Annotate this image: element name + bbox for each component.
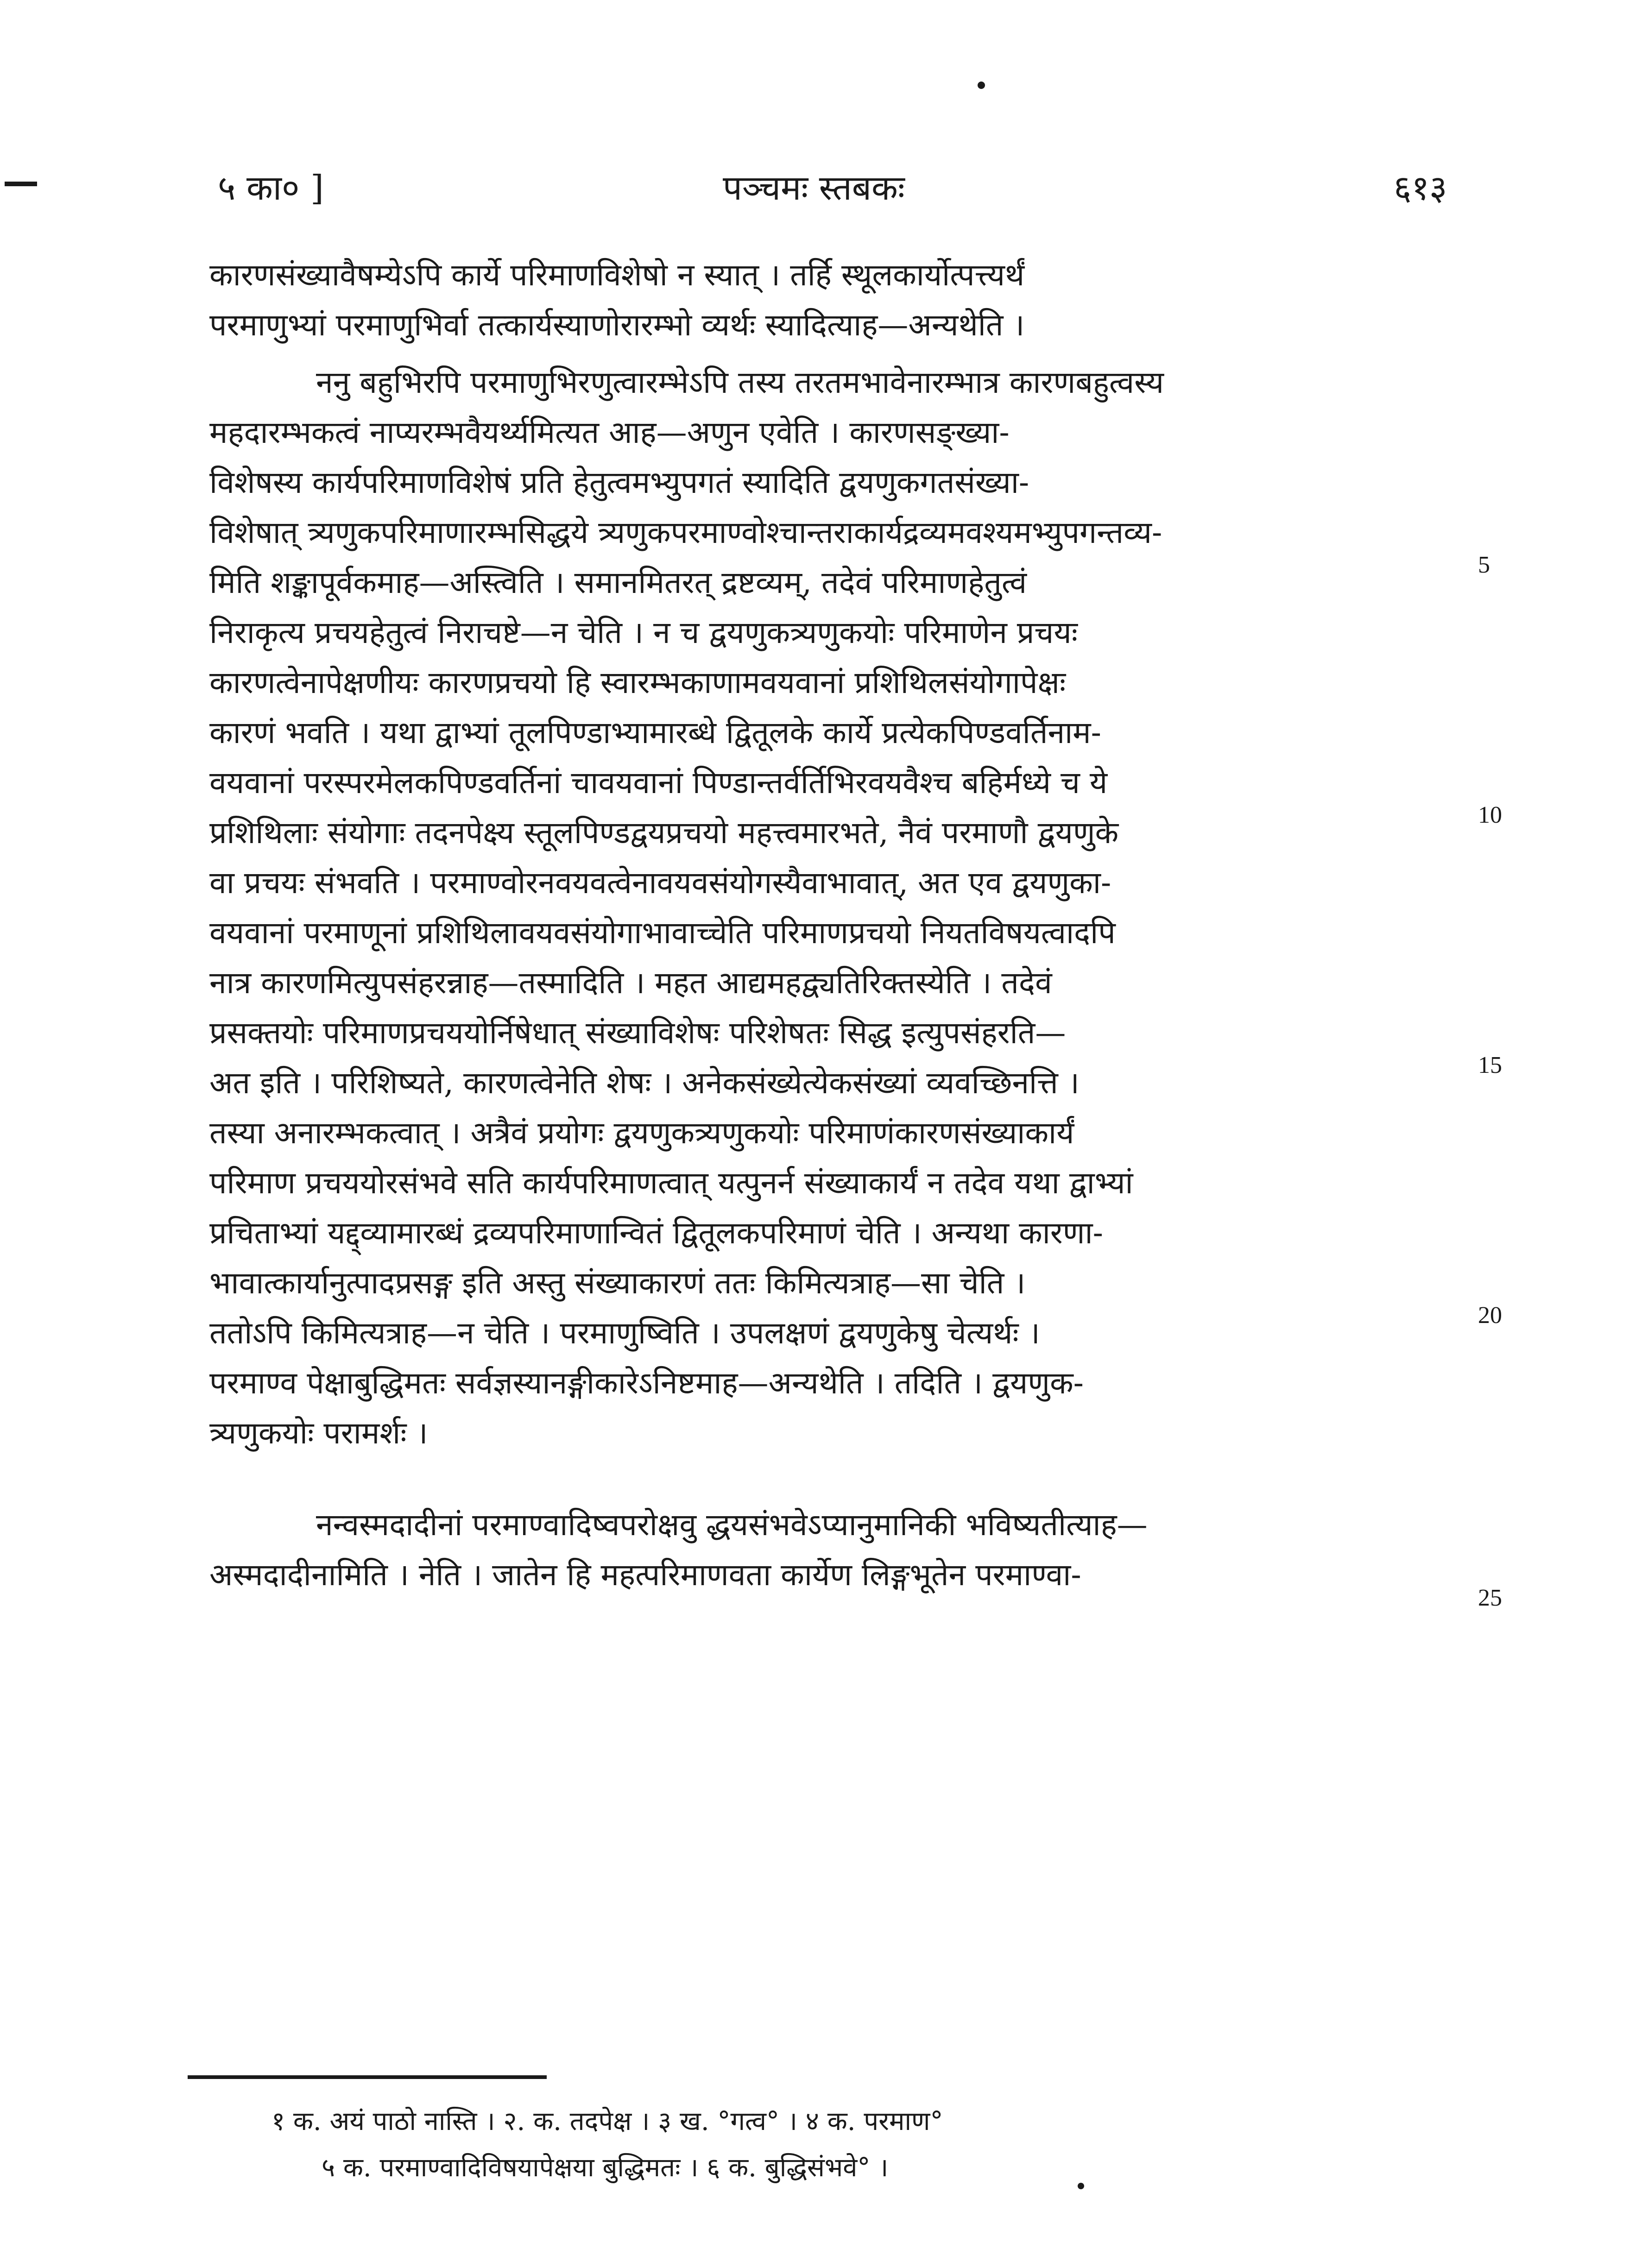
line-number: 10 bbox=[1478, 802, 1502, 828]
footnote-separator bbox=[188, 2075, 547, 2079]
text-line: त्र्यणुकयोः परामर्शः । bbox=[209, 1415, 428, 1451]
text-line: ततोऽपि किमित्यत्राह—न चेति । परमाणुष्विति । उपलक्षणं द्वयणुकेषु चेत्यर्थः । bbox=[209, 1315, 1040, 1351]
text-line: ननु बहुभिरपि परमाणुभिरणुत्वारम्भेऽपि तस्य तरतमभावेनारम्भात्र कारणबहुत्वस्य bbox=[316, 365, 1164, 400]
line-number: 20 bbox=[1478, 1302, 1502, 1329]
footnote-line: १ क. अयं पाठो नास्ति । २. क. तदपेक्ष । ३ ख. °गत्व° । ४ क. परमाण° bbox=[272, 2106, 943, 2136]
text-line: निराकृत्य प्रचयहेतुत्वं निराचष्टे—न चेति । न च द्वयणुकत्र्यणुकयोः परिमाणेन प्रचयः bbox=[209, 615, 1078, 650]
line-number: 5 bbox=[1478, 552, 1490, 578]
text-line: नात्र कारणमित्युपसंहरन्नाह—तस्मादिति । महत आद्यमहद्व्यतिरिक्तस्येति । तदेवं bbox=[209, 965, 1052, 1001]
text-line: परमाण्व पेक्षाबुद्धिमतः सर्वज्ञस्यानङ्गीकारेऽनिष्टमाह—अन्यथेति । तदिति । द्वयणुक- bbox=[209, 1365, 1084, 1401]
text-line: भावात्कार्यानुत्पादप्रसङ्ग इति अस्तु संख्याकारणं ततः किमित्यत्राह—सा चेति । bbox=[209, 1265, 1026, 1301]
text-line: कारणसंख्यावैषम्येऽपि कार्ये परिमाणविशेषो न स्यात् । तर्हि स्थूलकार्योत्पत्त्यर्थं bbox=[209, 257, 1025, 293]
text-line: परिमाण प्रचययोरसंभवे सति कार्यपरिमाणत्वात् यत्पुनर्न संख्याकार्यं न तदेव यथा द्वाभ्यां bbox=[209, 1165, 1133, 1201]
text-line: कारणत्वेनापेक्षणीयः कारणप्रचयो हि स्वारम्भकाणामवयवानां प्रशिथिलसंयोगापेक्षः bbox=[209, 665, 1066, 700]
text-line: विशेषात् त्र्यणुकपरिमाणारम्भसिद्धये त्र्यणुकपरमाण्वोश्चान्तराकार्यद्रव्यमवश्यमभ्युपगन्तव्य- bbox=[209, 515, 1162, 550]
text-line: विशेषस्य कार्यपरिमाणविशेषं प्रति हेतुत्वमभ्युपगतं स्यादिति द्वयणुकगतसंख्या- bbox=[209, 465, 1029, 500]
text-line: मिति शङ्कापूर्वकमाह—अस्त्विति । समानमितरत् द्रष्टव्यम्, तदेवं परिमाणहेतुत्वं bbox=[209, 565, 1027, 600]
margin-arrow-mark bbox=[5, 182, 37, 186]
header-section-label: ५ का० ] bbox=[218, 168, 324, 208]
text-line: कारणं भवति । यथा द्वाभ्यां तूलपिण्डाभ्यामारब्धे द्वितूलके कार्ये प्रत्येकपिण्डवर्तिनाम- bbox=[209, 715, 1101, 750]
text-line: वयवानां परस्परमेलकपिण्डवर्तिनां चावयवानां पिण्डान्तर्वर्तिभिरवयवैश्च बहिर्मध्ये च ये bbox=[209, 765, 1108, 800]
text-line: परमाणुभ्यां परमाणुभिर्वा तत्कार्यस्याणोरारम्भो व्यर्थः स्यादित्याह—अन्यथेति । bbox=[209, 307, 1025, 343]
header-chapter-title: पञ्चमः स्तबकः bbox=[723, 168, 905, 208]
text-line: वयवानां परमाणूनां प्रशिथिलावयवसंयोगाभावाच्चेति परिमाणप्रचयो नियतविषयत्वादपि bbox=[209, 915, 1116, 951]
text-line: वा प्रचयः संभवति । परमाण्वोरनवयवत्वेनावयवसंयोगस्यैवाभावात्, अत एव द्वयणुका- bbox=[209, 865, 1111, 901]
text-line: नन्वस्मदादीनां परमाण्वादिष्वपरोक्षवु द्धयसंभवेऽप्यानुमानिकी भविष्यतीत्याह— bbox=[316, 1507, 1148, 1543]
line-number: 15 bbox=[1478, 1052, 1502, 1078]
header-page-number: ६१३ bbox=[1394, 168, 1447, 208]
text-line: प्रसक्तयोः परिमाणप्रचययोर्निषेधात् संख्याविशेषः परिशेषतः सिद्ध इत्युपसंहरति— bbox=[209, 1015, 1066, 1051]
text-line: अस्मदादीनामिति । नेति । जातेन हि महत्परिमाणवता कार्येण लिङ्गभूतेन परमाण्वा- bbox=[209, 1557, 1081, 1593]
running-header bbox=[0, 163, 1629, 219]
line-number: 25 bbox=[1478, 1585, 1502, 1611]
page-body bbox=[209, 250, 1470, 1600]
text-line: प्रशिथिलाः संयोगाः तदनपेक्ष्य स्तूलपिण्डद्वयप्रचयो महत्त्वमारभते, नैवं परमाणौ द्वयणुके bbox=[209, 815, 1119, 850]
text-line: महदारम्भकत्वं नाप्यरम्भवैयर्थ्यमित्यत आह—अणुन एवेति । कारणसङ्ख्या- bbox=[209, 415, 1010, 450]
text-line: अत इति । परिशिष्यते, कारणत्वेनेति शेषः । अनेकसंख्येत्येकसंख्यां व्यवच्छिनत्ति । bbox=[209, 1065, 1080, 1101]
text-line: तस्या अनारम्भकत्वात् । अत्रैवं प्रयोगः द्वयणुकत्र्यणुकयोः परिमाणंकारणसंख्याकार्यं bbox=[209, 1115, 1074, 1151]
print-dot-mark bbox=[978, 82, 985, 89]
footnote-line: ५ क. परमाण्वादिविषयापेक्षया बुद्धिमतः । ६ क. बुद्धिसंभवे° । bbox=[322, 2153, 889, 2183]
print-dot-mark bbox=[1078, 2183, 1084, 2189]
text-line: प्रचिताभ्यां यद्द्व्यामारब्धं द्रव्यपरिमाणान्वितं द्वितूलकपरिमाणं चेति । अन्यथा कारणा- bbox=[209, 1215, 1103, 1251]
